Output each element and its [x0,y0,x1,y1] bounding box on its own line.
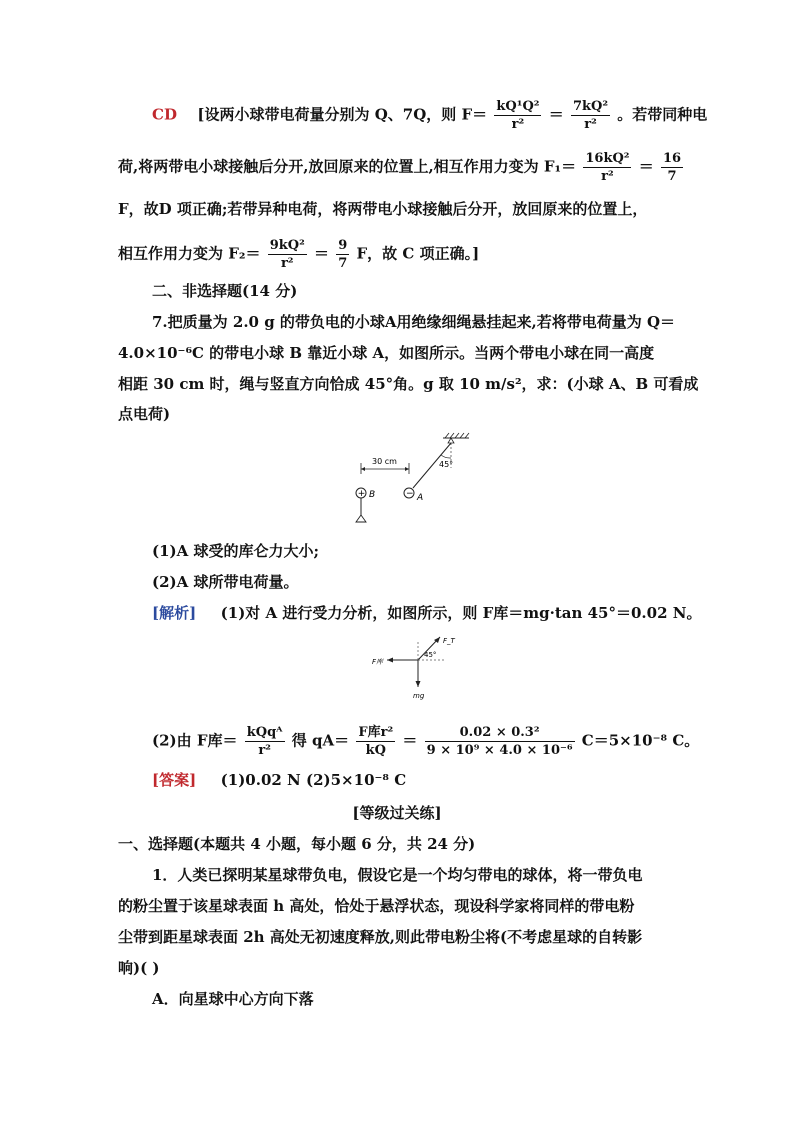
solution-line-3: F，故D 项正确;若带异种电荷，将两带电小球接触后分开，放回原来的位置上， [118,200,648,218]
fraction: $\frac{9}{7}$ [338,238,348,271]
fraction: $\frac{\text{F库r²}}{kQ}$ [358,725,394,758]
coulomb-arrowhead [387,658,393,663]
question-1-line-1: 1．人类已探明某星球带负电，假设它是一个均匀带电的球体，将一带负电 [152,866,643,884]
question-7-line-1: 7.把质量为 2.0 g 的带负电的小球A用绝缘细绳悬挂起来,若将带电荷量为 Q＝ [152,313,676,331]
fraction: $\frac{\text{16kQ²}}{\text{r²}}$ [585,151,630,184]
level-title: [等级过关练] [352,804,442,822]
question-1-line-3: 尘带到距星球表面 2h 高处无初速度释放,则此带电粉尘将(不考虑星球的自转影 [118,928,643,946]
question-7-line-4: 点电荷) [118,405,171,423]
solution-line-2: 荷,将两带电小球接触后分开,放回原来的位置上,相互作用力变为 F₁＝ $\frac{\text{16kQ²}}{\text{r²}}$ ＝ $\frac{16}{7}$ [118,151,682,184]
ball-b-label: B [369,490,376,500]
fraction: $\frac{\text{9kQ²}}{\text{r²}}$ [269,238,305,271]
gravity-label: mg [413,692,425,700]
question-7-line-3: 相距 30 cm 时，绳与竖直方向恰成 45°角。g 取 10 m/s²，求：(小球 A、B 可看成 [118,375,699,393]
ball-a-sign: − [406,489,414,499]
answer-line: [答案] (1)0.02 N (2)5×10⁻⁸ C [152,771,407,789]
tension-label: F_T [443,637,455,645]
question-1-line-2: 的粉尘置于该星球表面 h 高处，恰处于悬浮状态，现设科学家将同样的带电粉 [118,897,635,915]
question-1-line-4: 响)( ) [118,959,160,977]
ball-b-sign: + [357,489,366,499]
fraction: $\frac{16}{7}$ [662,151,682,184]
force-angle-label: 45° [424,651,437,659]
fraction: $\frac{\text{kQ¹Q²}}{\text{r²}}$ [496,99,540,132]
gravity-arrowhead [416,681,421,687]
angle-label: 45° [439,460,454,469]
distance-arrow-right [405,467,409,471]
ball-b-base [356,515,366,522]
option-a: A．向星球中心方向下落 [152,990,314,1008]
q7-figure [345,430,480,530]
force-diagram [370,632,465,704]
analysis-line-2: (2)由 F库＝ $\frac{\text{kQqᴬ}}{\text{r²}}$ 得 qA＝ $\frac{\text{F库r²}}{kQ}$ ＝ $\frac{\text{0.02 × 0.3²}}{\text{9 × 10⁹ × 4.0 × 10⁻⁶}}$ C＝5×10⁻⁸ C。 [152,725,700,758]
solution-line-1: CD [设两小球带电荷量分别为 Q、7Q，则 F＝ $\frac{\text{kQ¹Q²}}{\text{r²}}$ ＝ $\frac{\text{7kQ²}}{\text{r²}}$ 。若带同种电 [152,99,708,132]
section-heading: 二、非选择题(14 分) [152,282,298,300]
fraction: $\frac{\text{kQqᴬ}}{\text{r²}}$ [246,725,283,758]
answer-tag: [答案] [152,771,197,789]
fraction: $\frac{\text{0.02 × 0.3²}}{\text{9 × 10⁹ × 4.0 × 10⁻⁶}}$ [426,725,573,758]
analysis-line-1: [解析] (1)对 A 进行受力分析，如图所示，则 F库＝mg·tan 45°＝0.02 N。 [152,604,702,622]
analysis-tag: [解析] [152,604,197,622]
ceiling-hatch [445,433,469,438]
solution-line-4: 相互作用力变为 F₂＝ $\frac{\text{9kQ²}}{\text{r²}}$ ＝ $\frac{9}{7}$ F，故 C 项正确。] [118,238,480,271]
ball-a-label: A [417,493,424,503]
angle-arc [441,455,451,458]
fraction: $\frac{\text{7kQ²}}{\text{r²}}$ [572,99,609,132]
distance-arrow-left [361,467,365,471]
question-7-line-2: 4.0×10⁻⁶C 的带电小球 B 靠近小球 A，如图所示。当两个带电小球在同一高度 [118,344,655,362]
distance-label: 30 cm [372,457,397,466]
answer-label: CD [152,105,177,124]
subquestion-1: (1)A 球受的库仑力大小; [152,542,320,560]
subquestion-2: (2)A 球所带电荷量。 [152,573,299,591]
section-heading-choice: 一、选择题(本题共 4 小题，每小题 6 分，共 24 分) [118,835,476,853]
pivot [448,438,454,443]
coulomb-label: F库 [372,658,384,666]
